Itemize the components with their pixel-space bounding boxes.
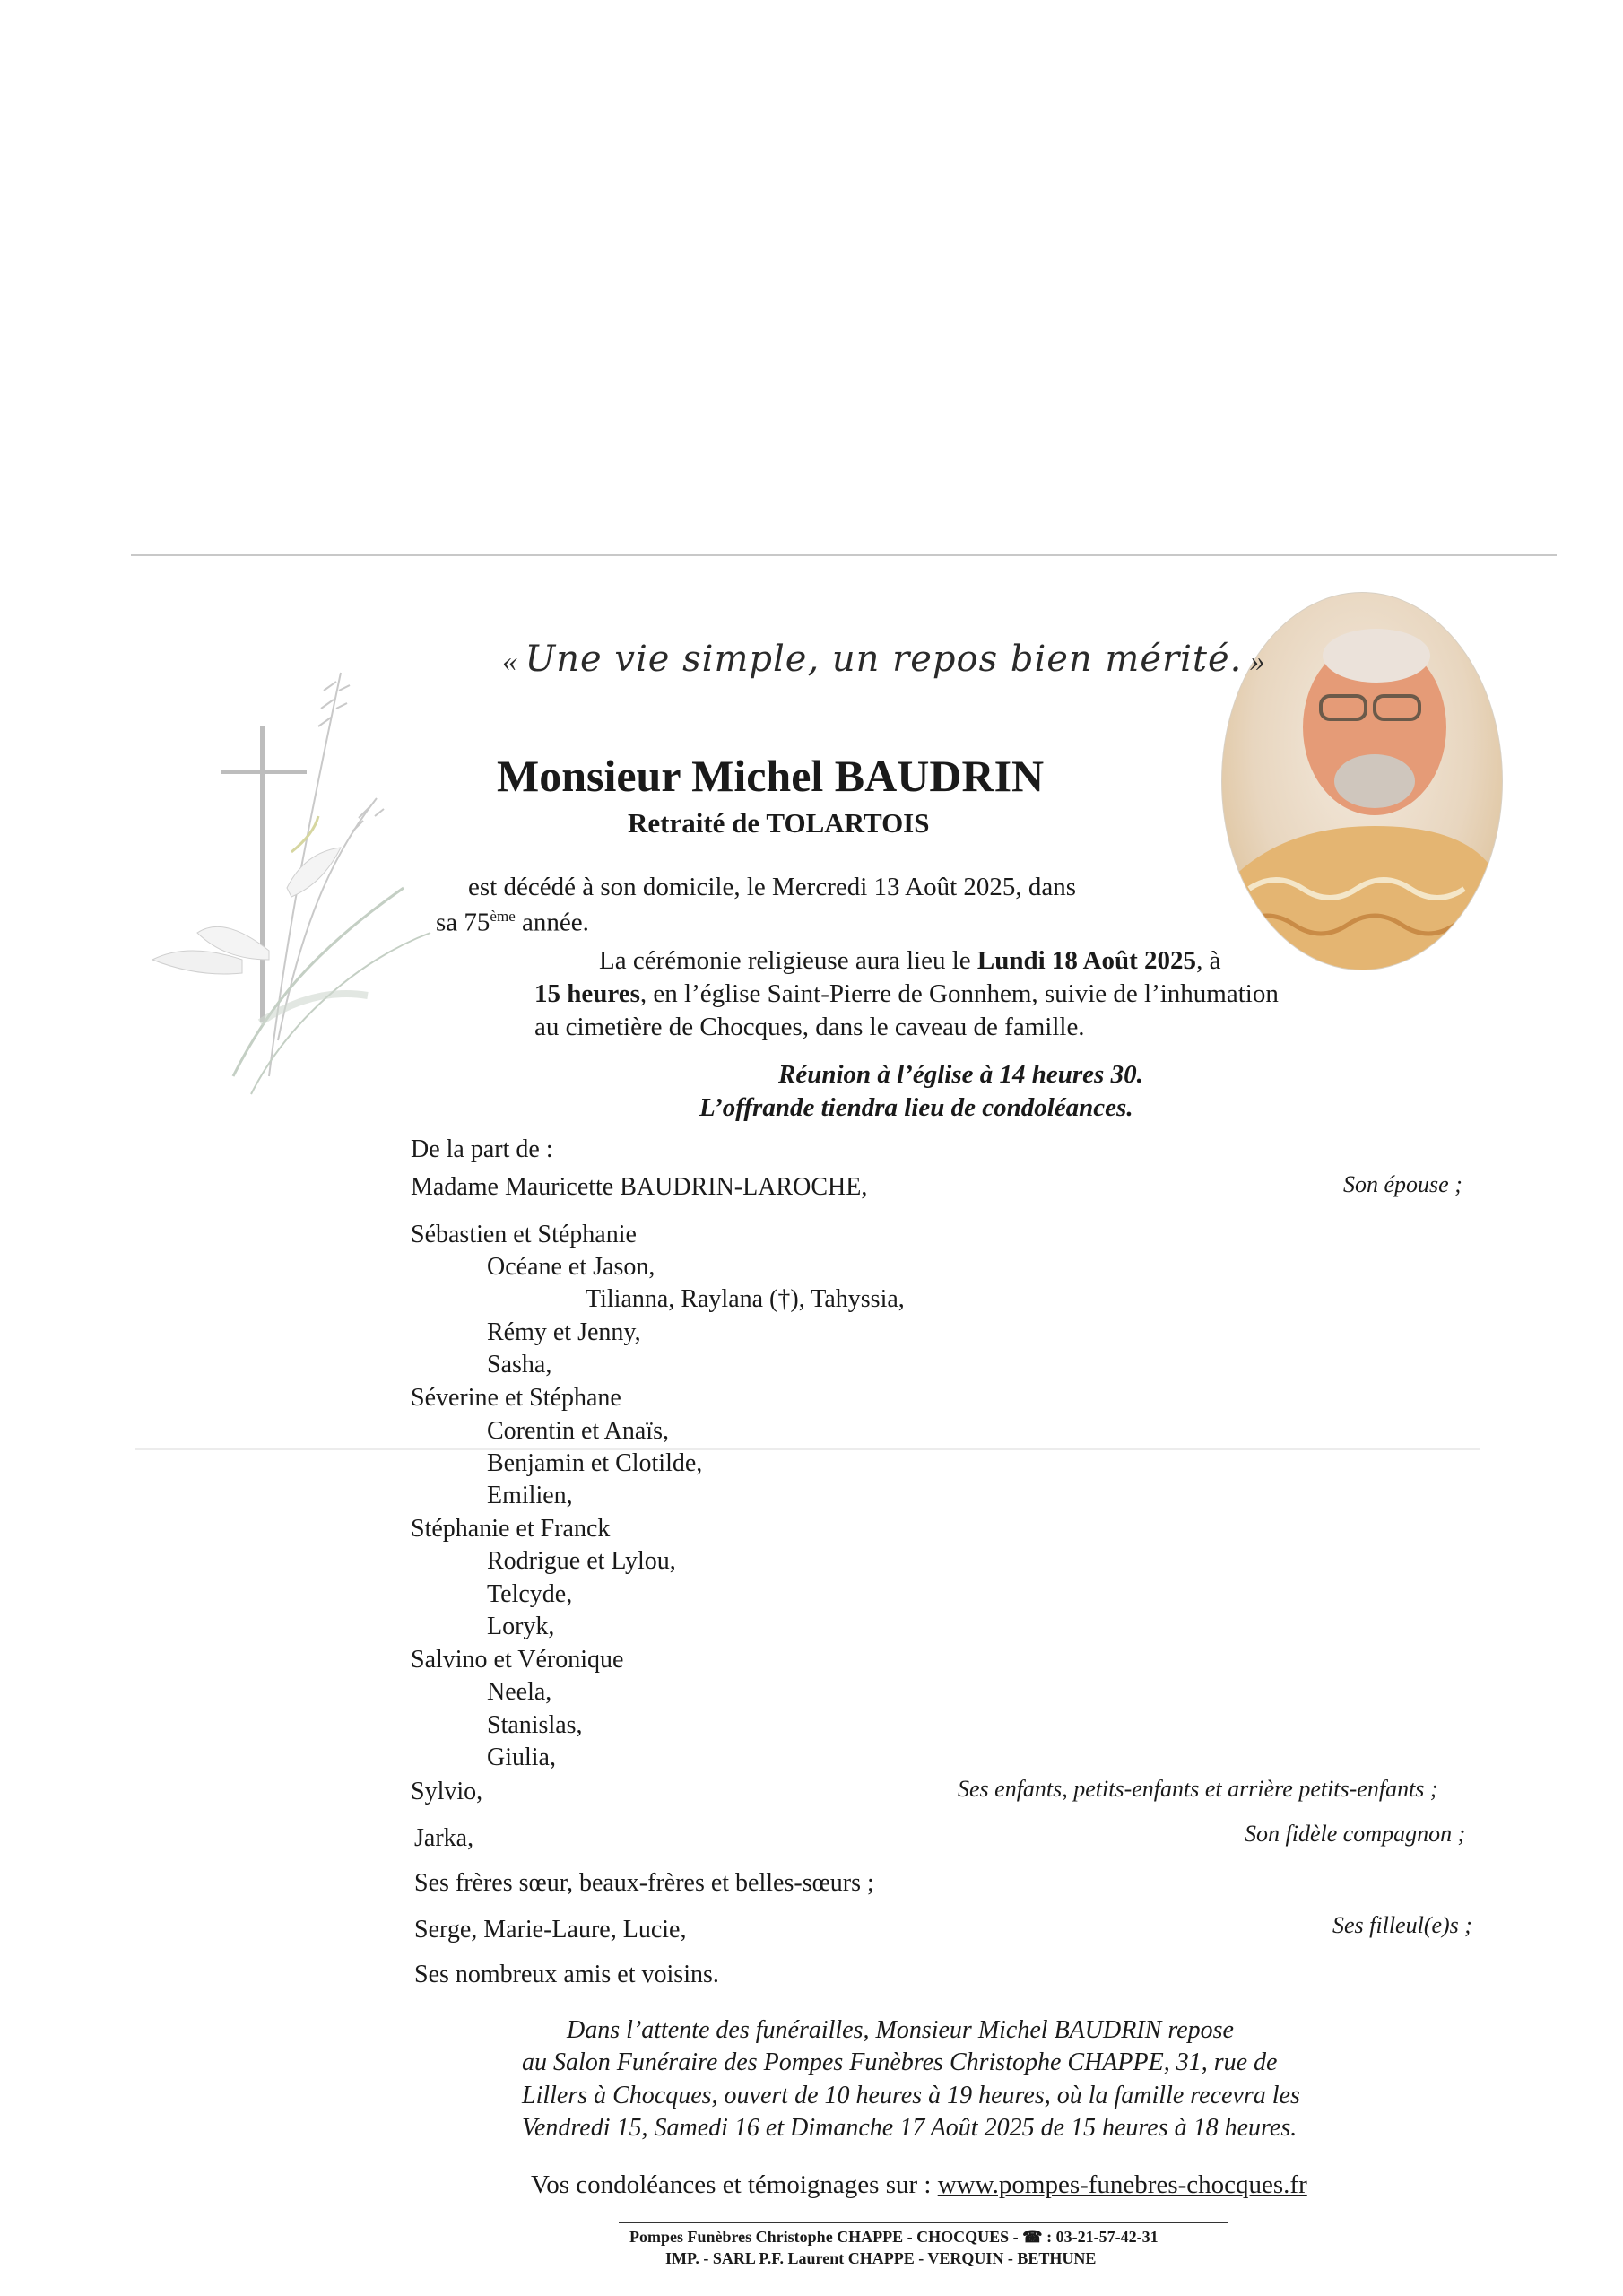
family-member: Sasha, (487, 1351, 552, 1378)
condolences-label: Vos condoléances et témoignages sur : (531, 2170, 938, 2199)
ceremony-place: , en l’église Saint-Pierre de Gonnhem, suivie de l’inhumation (639, 979, 1279, 1008)
condolences-line (531, 2170, 1307, 2200)
condolences-link[interactable]: www.pompes-funebres-chocques.fr (937, 2170, 1307, 2199)
age-superscript: ème (490, 908, 516, 925)
ceremony-time: 15 heures (534, 979, 640, 1008)
age-suffix: année. (515, 908, 589, 937)
quote-open: « (502, 645, 517, 678)
funeral-home-line-3: Lillers à Chocques, ouvert de 10 heures à 19 heures, où la famille recevra les (522, 2082, 1300, 2109)
announcement-line-2 (436, 908, 589, 938)
funeral-home-line-4: Vendredi 15, Samedi 16 et Dimanche 17 Août 2025 de 15 heures à 18 heures. (522, 2114, 1298, 2142)
godchildren-role: Ses filleul(e)s ; (1332, 1912, 1472, 1938)
family-member: Loryk, (487, 1613, 555, 1640)
footer-line-2: IMP. - SARL P.F. Laurent CHAPPE - VERQUIN - BETHUNE (665, 2249, 1097, 2267)
family-member: Neela, (487, 1678, 552, 1706)
companion-role: Son fidèle compagnon ; (1245, 1821, 1466, 1847)
quote-text: Une vie simple, un repos bien mérité. (525, 639, 1243, 680)
children-role: Ses enfants, petits-enfants et arrière petits-enfants ; (958, 1776, 1438, 1802)
footer-line-1: Pompes Funèbres Christophe CHAPPE - CHOCQUES - ☎ : 03-21-57-42-31 (629, 2228, 1159, 2246)
announcement-line-1: est décédé à son domicile, le Mercredi 13 Août 2025, dans (468, 873, 1077, 901)
family-member: Rodrigue et Lylou, (487, 1547, 676, 1575)
family-member: Stéphanie et Franck (411, 1515, 611, 1543)
family-member: Tilianna, Raylana (†), Tahyssia, (586, 1285, 905, 1313)
epigraph-quote (502, 639, 1265, 680)
ceremony-suffix: , à (1196, 946, 1221, 975)
family-member: Rémy et Jenny, (487, 1318, 641, 1346)
offrande-note: L’offrande tiendra lieu de condoléances. (699, 1093, 1133, 1122)
funeral-home-line-1: Dans l’attente des funérailles, Monsieur Michel BAUDRIN repose (567, 2016, 1234, 2044)
family-member: Benjamin et Clotilde, (487, 1449, 703, 1477)
fold-line (135, 1448, 1480, 1450)
ceremony-line-1 (599, 946, 1220, 976)
family-member: Emilien, (487, 1482, 573, 1509)
footer-rule (619, 2222, 1228, 2223)
top-rule (131, 554, 1557, 556)
ceremony-line-2 (534, 979, 1279, 1009)
spouse-role: Son épouse ; (1343, 1171, 1462, 1197)
family-member: Océane et Jason, (487, 1253, 655, 1281)
siblings-line: Ses frères sœur, beaux-frères et belles-sœurs ; (414, 1869, 874, 1897)
family-member: Sylvio, (411, 1778, 483, 1805)
family-member: Salvino et Véronique (411, 1646, 624, 1674)
family-member: Sébastien et Stéphanie (411, 1221, 637, 1248)
age-prefix: sa 75 (436, 908, 490, 937)
family-member: Séverine et Stéphane (411, 1384, 621, 1412)
lily-icon (152, 816, 430, 1094)
ceremony-line-3: au cimetière de Chocques, dans le caveau de famille. (534, 1013, 1085, 1041)
spouse-name: Madame Mauricette BAUDRIN-LAROCHE, (411, 1173, 868, 1201)
family-member: Giulia, (487, 1744, 556, 1771)
funeral-home-line-2: au Salon Funéraire des Pompes Funèbres Christophe CHAPPE, 31, rue de (522, 2048, 1278, 2076)
wheat-icon (269, 673, 384, 1076)
family-member: Telcyde, (487, 1580, 573, 1608)
family-member: Corentin et Anaïs, (487, 1417, 669, 1445)
cross-icon (221, 726, 307, 1022)
family-intro: De la part de : (411, 1135, 553, 1163)
quote-close: » (1249, 645, 1265, 678)
reunion-note: Réunion à l’église à 14 heures 30. (778, 1060, 1143, 1089)
godchildren-names: Serge, Marie-Laure, Lucie, (414, 1916, 687, 1944)
friends-line: Ses nombreux amis et voisins. (414, 1961, 719, 1988)
ceremony-prefix: La cérémonie religieuse aura lieu le (599, 946, 977, 975)
family-member: Stanislas, (487, 1711, 583, 1739)
ceremony-date: Lundi 18 Août 2025 (976, 946, 1197, 975)
companion-name: Jarka, (414, 1824, 474, 1852)
cross-lily-decoration (135, 664, 439, 1130)
deceased-occupation: Retraité de TOLARTOIS (628, 807, 930, 839)
deceased-name: Monsieur Michel BAUDRIN (497, 751, 1045, 801)
